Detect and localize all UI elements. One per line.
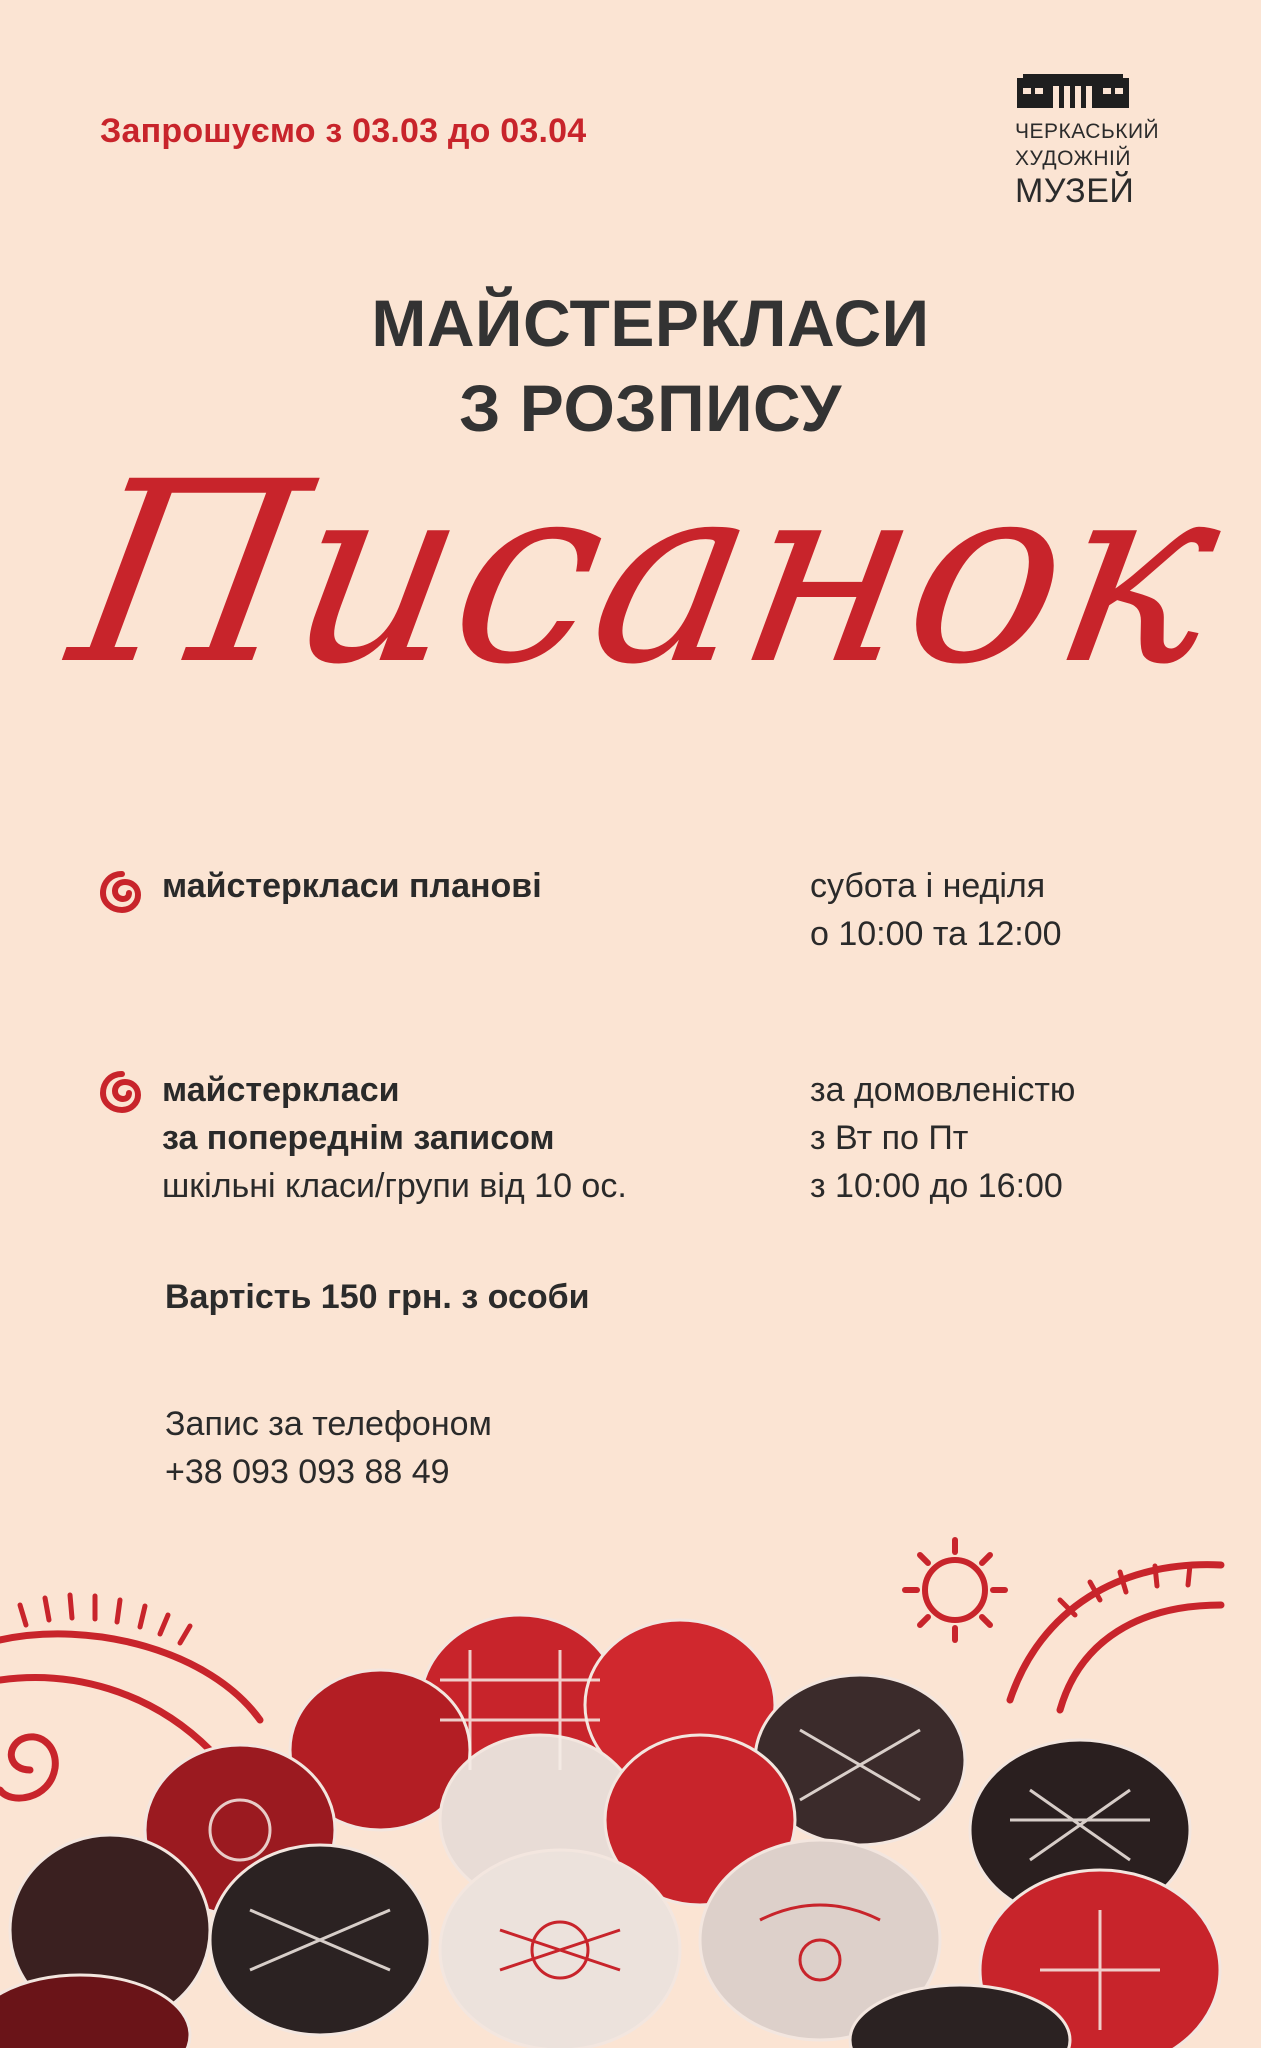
logo-line-3: МУЗЕЙ: [1015, 172, 1135, 210]
phone-number[interactable]: +38 093 093 88 49: [165, 1453, 450, 1491]
time-line: за домовленістю: [810, 1071, 1076, 1109]
spiral-bullet-icon: [100, 1070, 144, 1114]
time-line: о 10:00 та 12:00: [810, 915, 1062, 953]
contact-block: [165, 1400, 492, 1496]
logo-line-2: ХУДОЖНІЙ: [1015, 147, 1131, 170]
invite-dates: Запрошуємо з 03.03 до 03.04: [100, 112, 587, 150]
schedule-time-booking: [810, 1066, 1075, 1210]
museum-building-icon: [1017, 72, 1129, 110]
time-line: з Вт по Пт: [810, 1119, 969, 1157]
logo-line-1: ЧЕРКАСЬКИЙ: [1015, 120, 1160, 143]
price: Вартість 150 грн. з особи: [165, 1278, 590, 1316]
schedule-time-planned: [810, 862, 1062, 958]
schedule-label-planned: майстеркласи планові: [162, 867, 542, 905]
title-line-2: З РОЗПИСУ: [459, 371, 842, 445]
sun-ornament-icon: [905, 1540, 1005, 1640]
spiral-bullet-icon: [100, 870, 144, 914]
label-line: за попереднім записом: [162, 1119, 555, 1157]
time-line: субота і неділя: [810, 867, 1046, 905]
label-line: майстеркласи: [162, 1071, 400, 1109]
painted-eggs: [0, 1615, 1220, 2048]
label-note: шкільні класи/групи від 10 ос.: [162, 1167, 627, 1205]
contact-label: Запис за телефоном: [165, 1405, 492, 1443]
right-ornament: [1010, 1565, 1221, 1710]
schedule-label-booking: [162, 1066, 627, 1210]
decorative-eggs-image: [0, 1500, 1221, 2048]
script-title: [55, 330, 1239, 760]
script-title-text: Писанок: [55, 428, 1239, 720]
museum-logo: [1015, 72, 1160, 210]
time-line: з 10:00 до 16:00: [810, 1167, 1063, 1205]
title-line-1: МАЙСТЕРКЛАСИ: [371, 286, 930, 360]
